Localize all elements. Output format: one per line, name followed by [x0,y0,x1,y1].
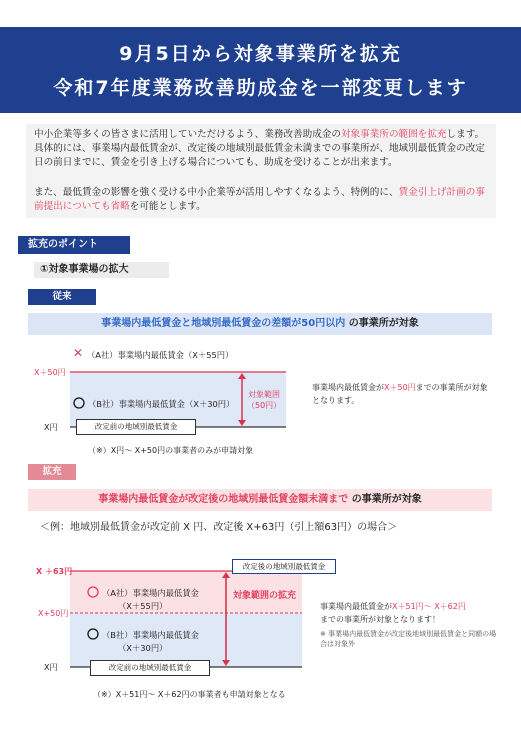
old-note: 事業場内最低賃金がX＋50円までの事業所が対象となります。 [312,383,488,405]
tag-new: 拡充 [28,464,76,480]
new-note-small: ※ 事業場内最低賃金が改定後地域別最低賃金と同額の場合は対象外 [320,630,497,648]
new-base-label: 改定前の地域別最低賃金 [90,660,210,676]
old-company-a: （A社）事業場内最低賃金（X＋55円） [87,350,234,360]
old-cross-icon: ✕ [73,346,84,360]
new-y-x50: X+50円 [38,609,69,618]
old-company-b: （B社）事業場内最低賃金（X＋30円） [88,399,235,409]
section-subtitle: ①対象事業場の拡大 [34,262,169,278]
title-line-2: 令和7年度業務改善助成金を一部変更します [53,77,468,99]
new-min-label: 改定後の地域別最低賃金 [232,559,336,574]
banner-old: 事業場内最低賃金と地域別最低賃金の差額が50円以内 の事業所が対象 [28,313,492,335]
new-company-a-1: （A社）事業場内最低賃金 [102,588,199,598]
title-line-1: 9月5日から対象事業所を拡充 [119,43,402,65]
section-label: 拡充のポイント [18,236,130,254]
new-y-x: X円 [44,663,58,672]
banner-new: 事業場内最低賃金が改定後の地域別最低賃金額未満まで の事業所が対象 [28,489,492,511]
old-range-label: 対象範囲 （50円） [247,390,282,410]
new-company-b-1: （B社）事業場内最低賃金 [102,630,199,640]
old-footnote: （※）X円～ X+50円の事業者のみが申請対象 [88,446,254,455]
old-base-label: 改定前の地域別最低賃金 [76,419,196,435]
intro-paragraph-2: また、最低賃金の影響を強く受ける中小企業等が活用しやすくなるよう、特例的に、賃金引上げ計画の事前提出についても省略を可能とします。 [34,187,485,212]
new-company-a-2: （X＋55円） [118,601,168,611]
new-note: 事業場内最低賃金がX＋51円～ X＋62円 までの事業所が対象となります！ [320,602,466,624]
old-y-x50: X＋50円 [34,368,66,377]
old-y-x: X円 [44,423,58,432]
tag-old: 従来 [28,289,96,305]
new-y-x63: X ＋63円 [36,567,73,576]
new-footnote: （※）X＋51円～ X＋62円の事業者も申請対象となる [93,690,286,699]
intro-paragraph-1: 中小企業等多くの皆さまに活用していただけるよう、業務改善助成金の対象事業所の範囲を拡充します。具体的には、事業場内最低賃金が、改定後の地域別最低賃金未満までの事業所が、地域別最低賃金の改定日の前日までに、賃金を引き上げる場合についても、助成を受けることが出来ます。 [34,129,485,168]
example-caption: ＜例：地域別最低賃金が改定前 X 円、改定後 X+63円（引上額63円）の場合＞ [40,522,398,533]
new-company-b-2: （X＋30円） [118,643,168,653]
new-range-label: 対象範囲の拡充 [233,591,297,601]
